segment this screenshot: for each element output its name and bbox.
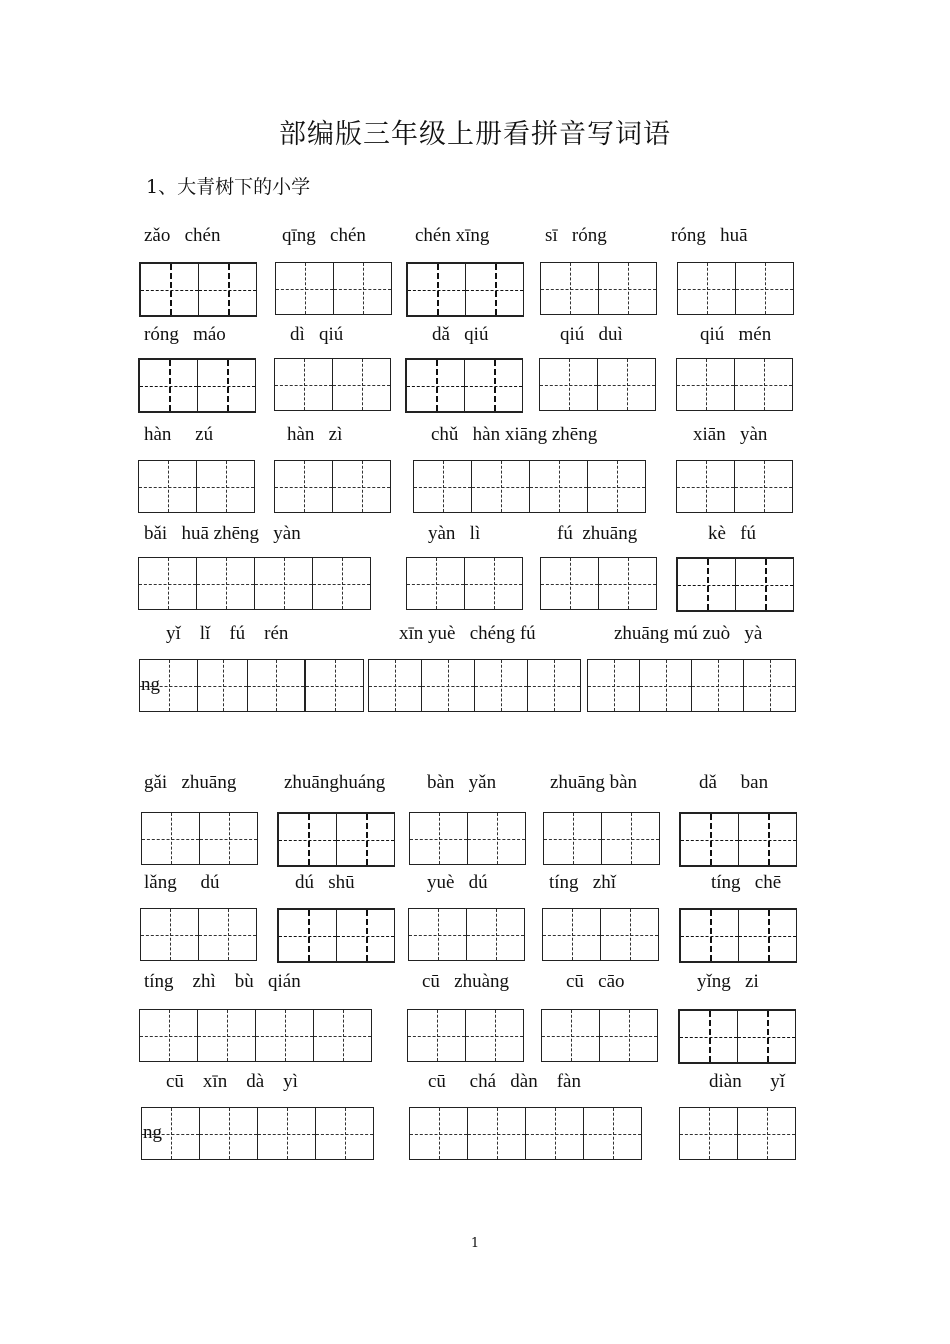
pinyin-label: zhuāng mú zuò yà xyxy=(614,623,763,644)
pinyin-label: dǎ qiú xyxy=(432,324,489,345)
pinyin-label: zhuāng bàn xyxy=(550,772,638,793)
pinyin-label: cū chá dàn fàn xyxy=(428,1071,581,1092)
writing-grid[interactable] xyxy=(540,262,657,315)
writing-grid[interactable] xyxy=(679,812,797,867)
writing-grid[interactable] xyxy=(139,262,257,317)
writing-grid[interactable] xyxy=(277,812,395,867)
pinyin-label: yuè dú xyxy=(427,872,488,893)
pinyin-label: xiān yàn xyxy=(693,424,768,445)
pinyin-label: yǐ lǐ fú rén xyxy=(166,623,289,644)
writing-grid[interactable] xyxy=(676,557,794,612)
pinyin-label: cū xīn dà yì xyxy=(166,1071,298,1092)
writing-grid[interactable] xyxy=(140,908,257,961)
writing-grid[interactable] xyxy=(541,1009,658,1062)
pinyin-label: dì qiú xyxy=(290,324,344,345)
writing-grid[interactable] xyxy=(542,908,659,961)
pinyin-label: zhuānghuáng xyxy=(284,772,386,793)
pinyin-label: tíng zhì bù qián xyxy=(144,971,301,992)
pinyin-label: chǔ hàn xiāng zhēng xyxy=(431,424,598,445)
page-title: 部编版三年级上册看拼音写词语 xyxy=(279,119,671,150)
pinyin-label: hàn zì xyxy=(287,424,343,445)
writing-grid[interactable] xyxy=(274,358,391,411)
pinyin-label: qiú mén xyxy=(700,324,772,345)
writing-grid[interactable] xyxy=(368,659,581,712)
pinyin-overflow: ng xyxy=(141,674,160,695)
writing-grid[interactable] xyxy=(677,262,794,315)
writing-grid[interactable] xyxy=(587,659,796,712)
pinyin-label: gǎi zhuāng xyxy=(144,772,237,793)
writing-grid[interactable] xyxy=(413,460,646,513)
writing-grid[interactable] xyxy=(679,908,797,963)
pinyin-label: chén xīng xyxy=(415,225,490,246)
pinyin-label: qīng chén xyxy=(282,225,366,246)
pinyin-label: qiú duì xyxy=(560,324,623,345)
pinyin-label: tíng zhǐ xyxy=(549,872,617,893)
page-number: 1 xyxy=(470,1236,480,1251)
writing-grid[interactable] xyxy=(543,812,660,865)
pinyin-label: bàn yǎn xyxy=(427,772,497,793)
pinyin-label: dǎ ban xyxy=(699,772,769,793)
pinyin-label: yǐng zi xyxy=(697,971,759,992)
pinyin-label: fú zhuāng xyxy=(557,523,638,544)
pinyin-label: zǎo chén xyxy=(144,225,221,246)
writing-grid[interactable] xyxy=(539,358,656,411)
writing-grid[interactable] xyxy=(138,557,371,610)
pinyin-label: sī róng xyxy=(545,225,607,246)
pinyin-label: róng máo xyxy=(144,324,226,345)
writing-grid[interactable] xyxy=(141,812,258,865)
lesson-heading: 1、大青树下的小学 xyxy=(146,176,311,198)
writing-grid[interactable] xyxy=(275,262,392,315)
writing-grid[interactable] xyxy=(540,557,657,610)
writing-grid[interactable] xyxy=(141,1107,374,1160)
pinyin-label: tíng chē xyxy=(711,872,782,893)
writing-grid[interactable] xyxy=(138,358,256,413)
writing-grid[interactable] xyxy=(274,460,391,513)
writing-grid[interactable] xyxy=(139,659,364,712)
writing-grid[interactable] xyxy=(407,1009,524,1062)
writing-grid[interactable] xyxy=(409,812,526,865)
writing-grid[interactable] xyxy=(138,460,255,513)
pinyin-label: róng huā xyxy=(671,225,748,246)
pinyin-label: bǎi huā zhēng yàn xyxy=(144,523,301,544)
writing-grid[interactable] xyxy=(139,1009,372,1062)
writing-grid[interactable] xyxy=(406,557,523,610)
pinyin-overflow: ng xyxy=(143,1122,162,1143)
writing-grid[interactable] xyxy=(676,358,793,411)
writing-grid[interactable] xyxy=(409,1107,642,1160)
writing-grid[interactable] xyxy=(405,358,523,413)
pinyin-label: cū zhuàng xyxy=(422,971,510,992)
pinyin-label: hàn zú xyxy=(144,424,214,445)
writing-grid[interactable] xyxy=(408,908,525,961)
writing-grid[interactable] xyxy=(406,262,524,317)
pinyin-label: xīn yuè chéng fú xyxy=(399,623,536,644)
writing-grid[interactable] xyxy=(676,460,793,513)
pinyin-label: kè fú xyxy=(708,523,757,544)
pinyin-label: yàn lì xyxy=(428,523,481,544)
pinyin-label: lǎng dú xyxy=(144,872,220,893)
writing-grid[interactable] xyxy=(277,908,395,963)
writing-grid[interactable] xyxy=(679,1107,796,1160)
writing-grid[interactable] xyxy=(678,1009,796,1064)
pinyin-label: dú shū xyxy=(295,872,355,893)
pinyin-label: diàn yǐ xyxy=(709,1071,785,1092)
pinyin-label: cū cāo xyxy=(566,971,625,992)
